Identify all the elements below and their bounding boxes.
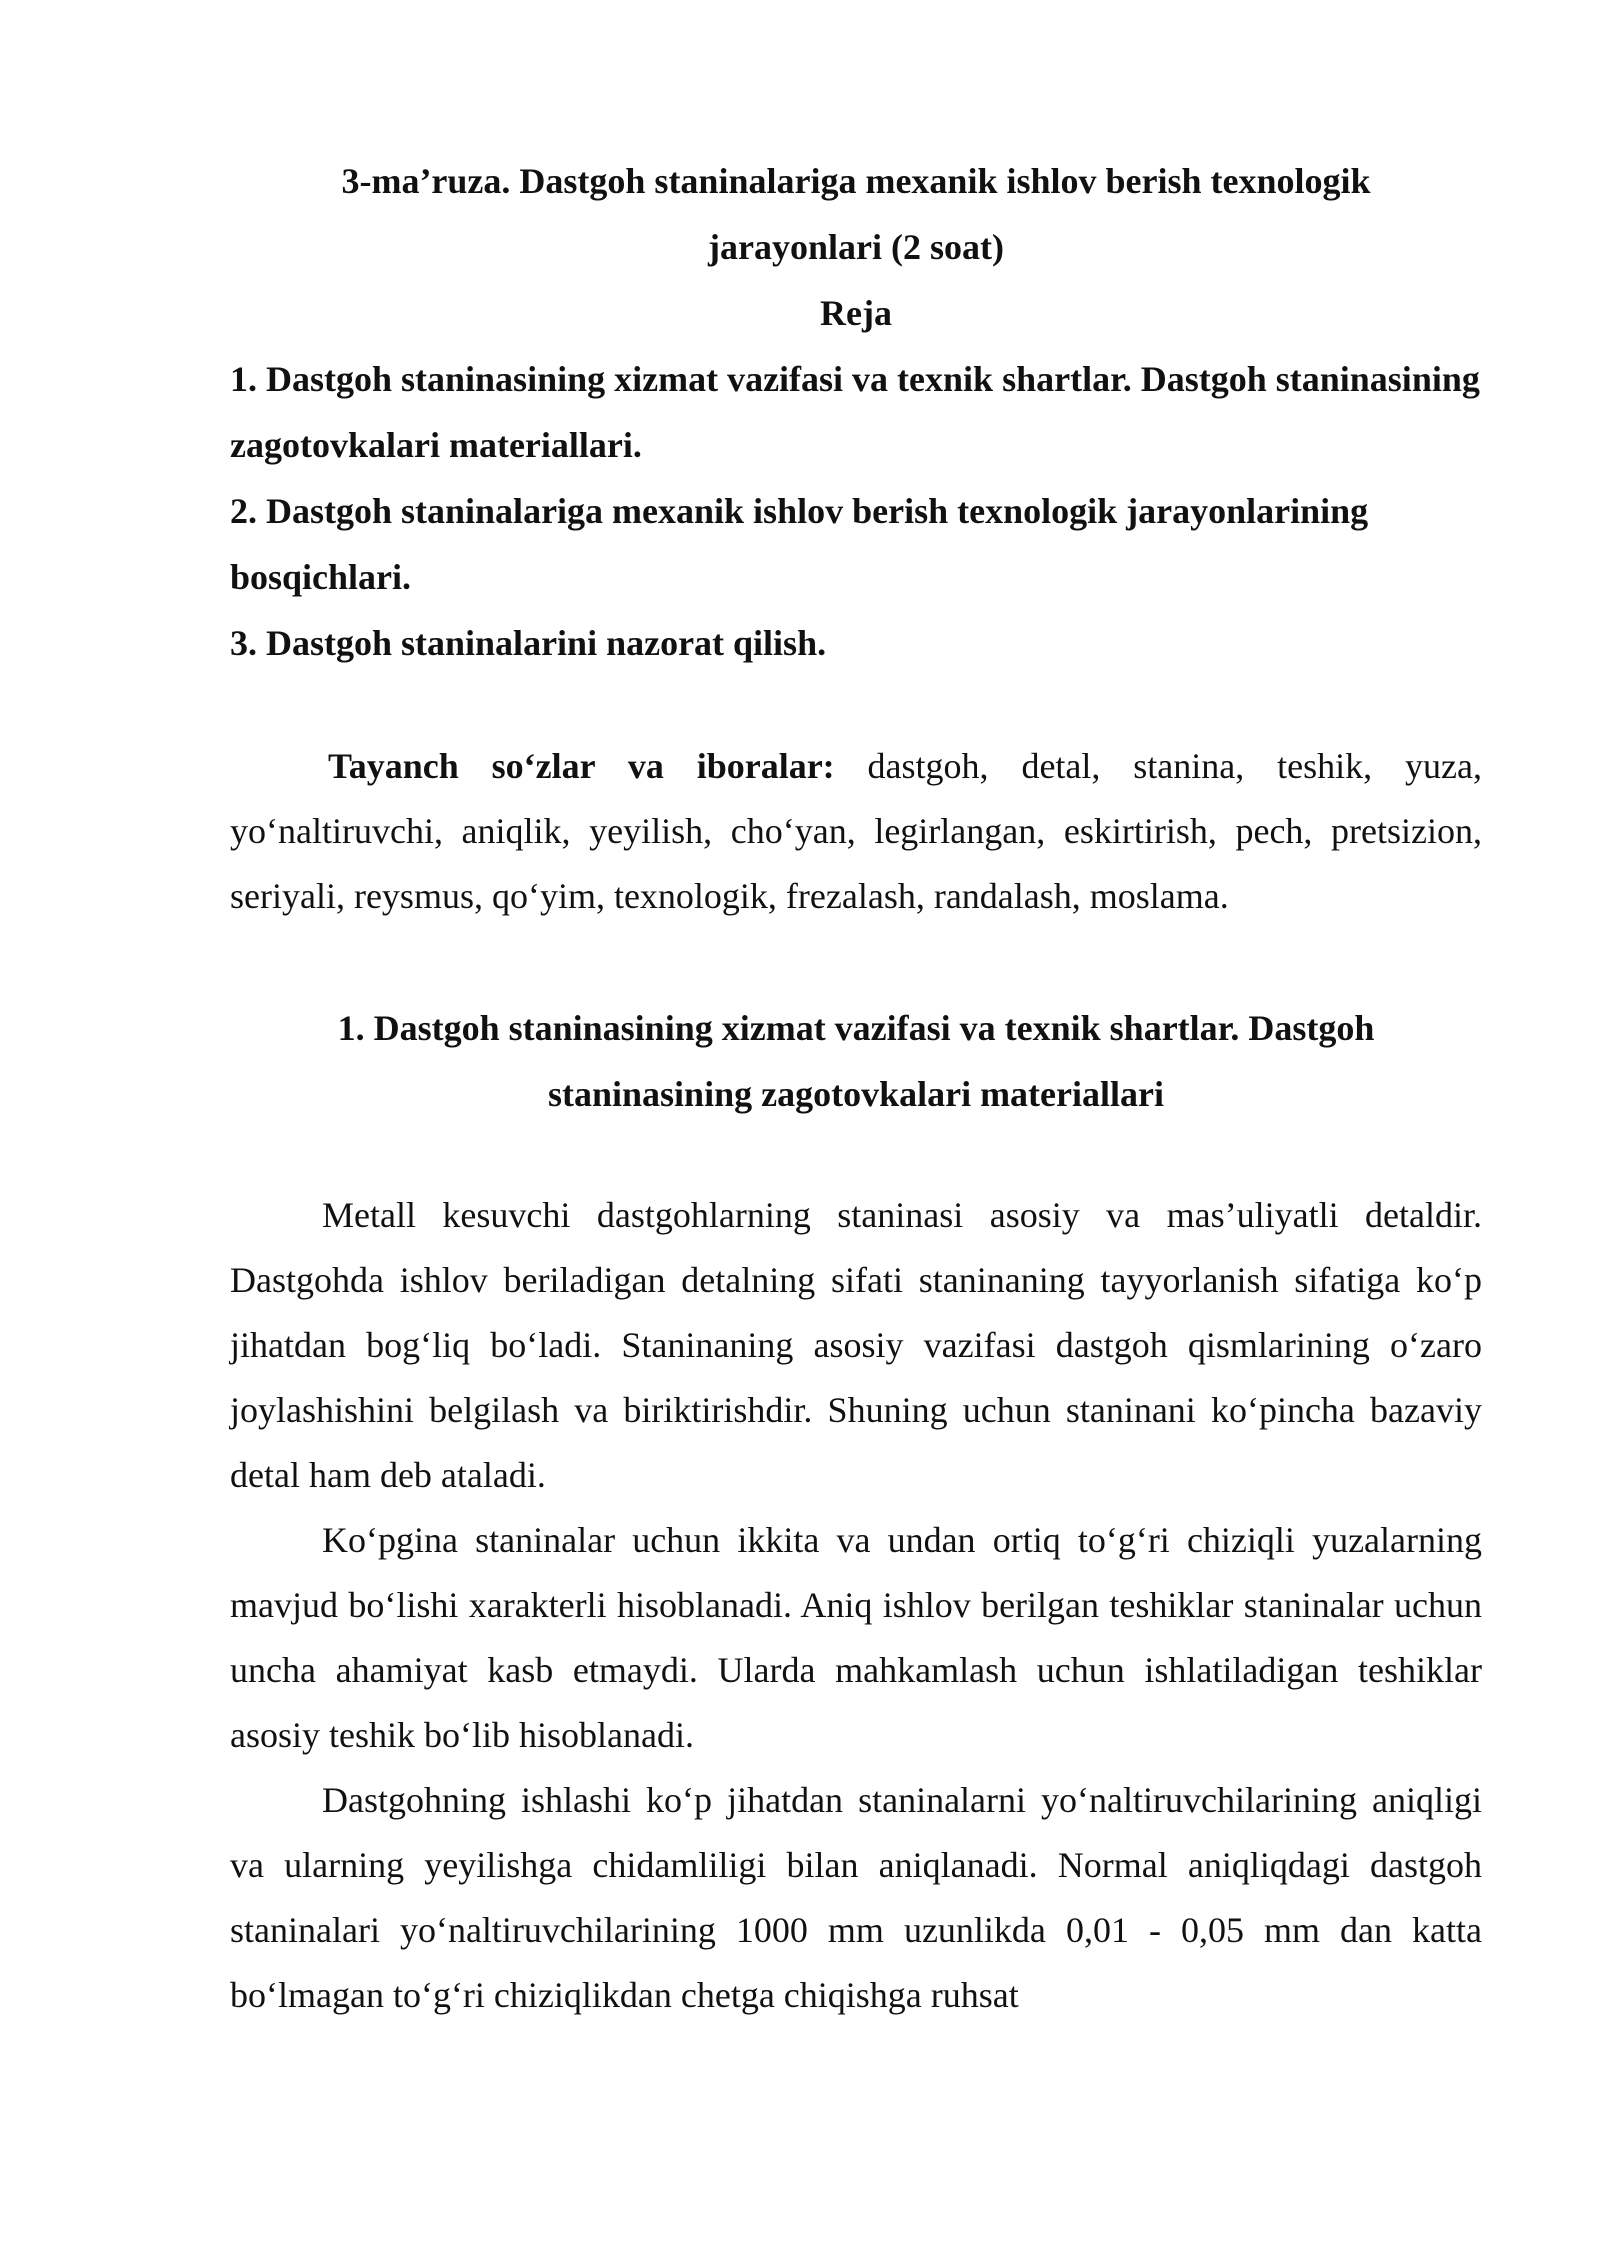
- keywords-text: dastgoh, detal, stanina, teshik, yuza, yo‘naltiruvchi, aniqlik, yeyilish, cho‘yan, legirlangan, eskirtirish, pech, pretsizion, seriyali, reysmus, qo‘yim, texnologik, frezalash, randalash, moslama.: [230, 746, 1482, 916]
- body-paragraph: Ko‘pgina staninalar uchun ikkita va undan ortiq to‘g‘ri chiziqli yuzalarning mavjud bo‘lishi xarakterli hisoblanadi. Aniq ishlov berilgan teshiklar staninalar uchun uncha ahamiyat kasb etmaydi. Ularda mahkamlash uchun ishlatiladigan teshiklar asosiy teshik bo‘lib hisoblanadi.: [230, 1520, 1482, 1755]
- section-1-heading-line-2: staninasining zagotovkalari materiallari: [548, 1074, 1164, 1114]
- body-paragraph: Dastgohning ishlashi ko‘p jihatdan staninalarni yo‘naltiruvchilarining aniqligi va ularning yeyilishga chidamliligi bilan aniqlanadi. Normal aniqliqdagi dastgoh staninalari yo‘naltiruvchilarining 1000 mm uzunlikda 0,01 - 0,05 mm dan katta bo‘lmagan to‘g‘ri chiziqlikdan chetga chiqishga ruhsat: [230, 1780, 1482, 2015]
- plan-item-3: 3. Dastgoh staninalarini nazorat qilish.: [230, 623, 827, 663]
- lecture-title-line-2: jarayonlari (2 soat): [708, 227, 1004, 267]
- keywords-paragraph: [230, 734, 1482, 929]
- section-1-heading-line-1: 1. Dastgoh staninasining xizmat vazifasi va texnik shartlar. Dastgoh: [337, 1008, 1375, 1048]
- section-1-heading: [230, 995, 1482, 1127]
- plan-list: [230, 346, 1482, 676]
- plan-item-1: 1. Dastgoh staninasining xizmat vazifasi va texnik shartlar. Dastgoh staninasining zagotovkalari materiallari.: [230, 359, 1480, 465]
- plan-heading: Reja: [820, 293, 892, 333]
- lecture-title-line-1: 3-ma’ruza. Dastgoh staninalariga mexanik ishlov berish texnologik: [341, 161, 1371, 201]
- body-paragraph: Metall kesuvchi dastgohlarning staninasi asosiy va mas’uliyatli detaldir. Dastgohda ishlov beriladigan detalning sifati staninaning tayyorlanish sifatiga ko‘p jihatdan bog‘liq bo‘ladi. Staninaning asosiy vazifasi dastgoh qismlarining o‘zaro joylashishini belgilash va biriktirishdir. Shuning uchun staninani ko‘pincha bazaviy detal ham deb ataladi.: [230, 1195, 1482, 1495]
- plan-item-2: 2. Dastgoh staninalariga mexanik ishlov berish texnologik jarayonlarining bosqichlari.: [230, 491, 1369, 597]
- keywords-label: Tayanch so‘zlar va iboralar:: [328, 746, 835, 786]
